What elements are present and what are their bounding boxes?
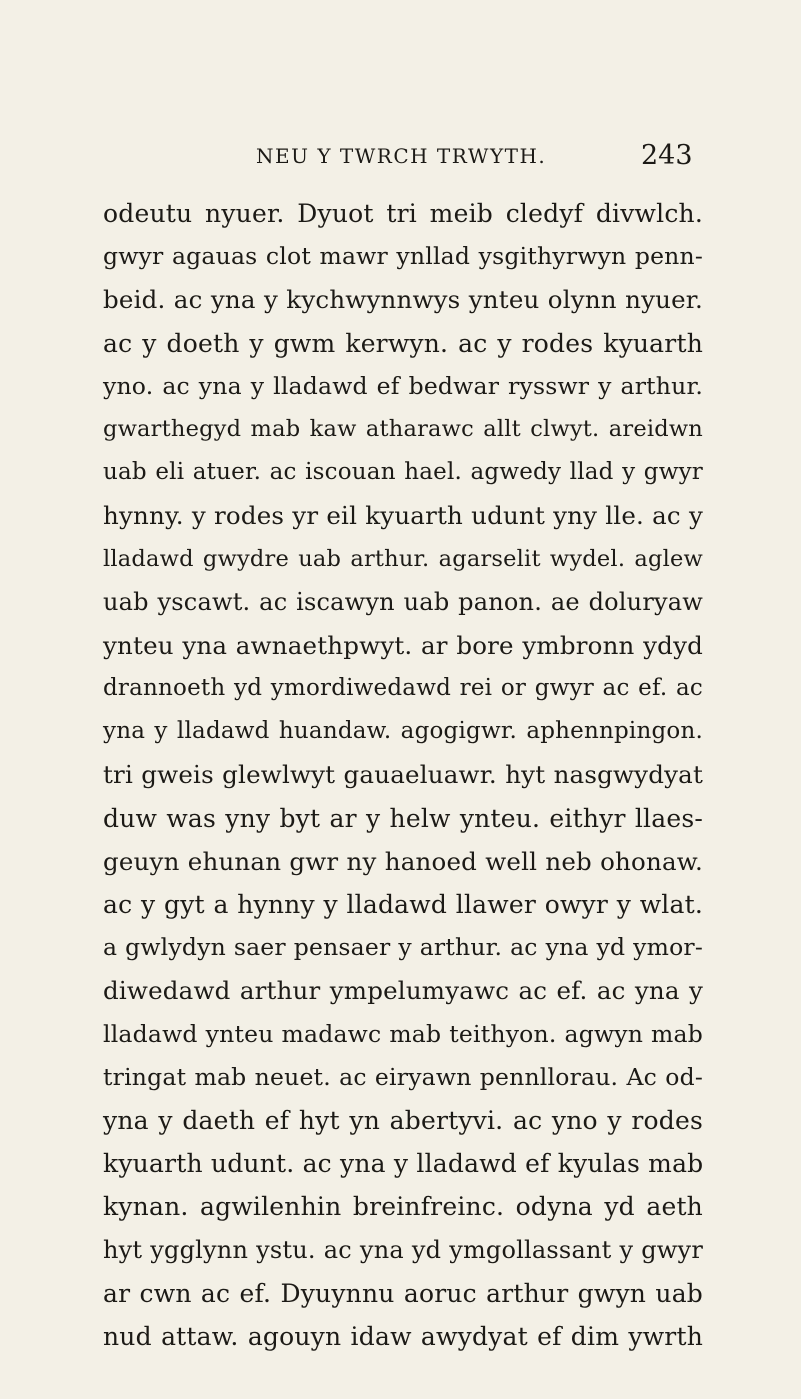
text-line: beid. ac yna y kychwynnwys ynteu olynn nyuer. xyxy=(103,285,703,315)
text-line: geuyn ehunan gwr ny hanoed well neb ohonaw. xyxy=(103,846,703,876)
text-line: odeutu nyuer. Dyuot tri meib cledyf divwlch. xyxy=(103,199,703,228)
text-line: tri gweis glewlwyt gauaeluawr. hyt nasgwydyat xyxy=(103,760,703,790)
text-line: kyuarth udunt. ac yna y lladawd ef kyulas mab xyxy=(103,1149,704,1179)
text-line: yna y lladawd huandaw. agogigwr. aphennpingon. xyxy=(103,718,703,745)
text-line: hynny. y rodes yr eil kyuarth udunt yny lle. ac y xyxy=(103,501,703,531)
text-line: yna y daeth ef hyt yn abertyvi. ac yno y rodes xyxy=(103,1105,703,1135)
text-line: uab yscawt. ac iscawyn uab panon. ae doluryaw xyxy=(103,587,703,616)
text-line: ac y doeth y gwm kerwyn. ac y rodes kyuarth xyxy=(103,328,703,358)
text-line: gwyr agauas clot mawr ynllad ysgithyrwyn penn- xyxy=(103,242,703,271)
text-line: ar cwn ac ef. Dyuynnu aoruc arthur gwyn uab xyxy=(103,1278,703,1308)
text-line: duw was yny byt ar y helw ynteu. eithyr llaes- xyxy=(103,803,703,833)
text-line: lladawd ynteu madawc mab teithyon. agwyn mab xyxy=(103,1019,703,1048)
text-line: kynan. agwilenhin breinfreinc. odyna yd aeth xyxy=(103,1192,703,1222)
running-title: NEU Y TWRCH TRWYTH. xyxy=(256,144,547,168)
text-line: gwarthegyd mab kaw atharawc allt clwyt. areidwn xyxy=(103,415,703,442)
text-line: a gwlydyn saer pensaer y arthur. ac yna yd ymor- xyxy=(103,933,703,962)
text-line: tringat mab neuet. ac eiryawn pennllorau. Ac od- xyxy=(103,1062,703,1091)
text-line: drannoeth yd ymordiwedawd rei or gwyr ac ef. ac xyxy=(103,675,703,702)
text-line: nud attaw. agouyn idaw awydyat ef dim ywrth xyxy=(103,1321,703,1351)
text-line: diwedawd arthur ympelumyawc ac ef. ac yna y xyxy=(103,976,703,1006)
text-line: lladawd gwydre uab arthur. agarselit wydel. aglew xyxy=(103,545,703,572)
text-line: yno. ac yna y lladawd ef bedwar rysswr y arthur. xyxy=(103,371,703,400)
page-number: 243 xyxy=(641,140,693,171)
text-line: ac y gyt a hynny y lladawd llawer owyr y wlat. xyxy=(103,890,703,919)
body-text xyxy=(103,192,703,1358)
running-head xyxy=(0,140,801,180)
text-line: ynteu yna awnaethpwyt. ar bore ymbronn ydyd xyxy=(103,630,703,660)
text-line: uab eli atuer. ac iscouan hael. agwedy llad y gwyr xyxy=(103,459,703,486)
text-line: hyt ygglynn ystu. ac yna yd ymgollassant y gwyr xyxy=(103,1235,703,1264)
